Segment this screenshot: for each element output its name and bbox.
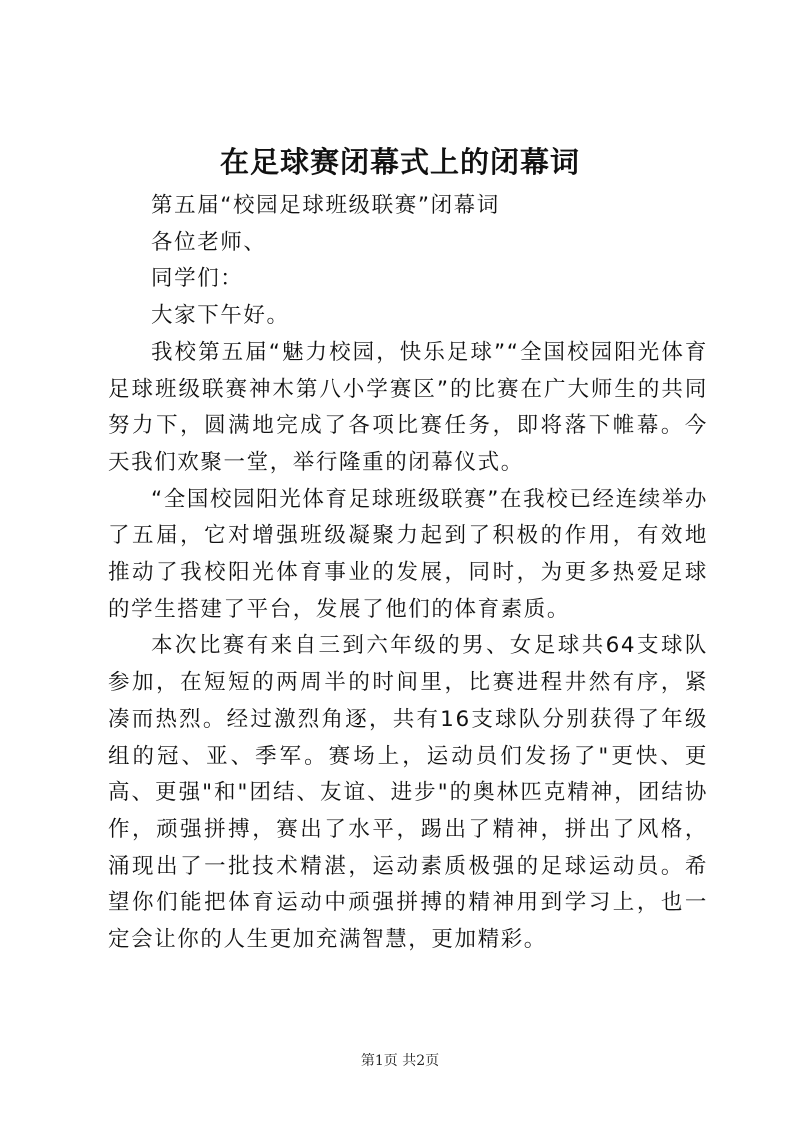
salutation-students: 同学们： xyxy=(151,266,244,292)
document-body xyxy=(108,188,708,959)
page-number: 第1页 共2页 xyxy=(360,1053,440,1069)
greeting: 大家下午好。 xyxy=(151,303,290,329)
salutation-teachers: 各位老师、 xyxy=(151,229,267,255)
paragraph-results: 本次比赛有来自三到六年级的男、女足球共64支球队参加，在短短的两周半的时间里，比赛进程井然有序，紧凑而热烈。经过激烈角逐，共有16支球队分别获得了年级组的冠、亚、季军。赛场上，运动员们发扬了"更快、更高、更强"和"团结、友谊、进步"的奥林匹克精神，团结协作，顽强拼搏，赛出了水平，踢出了精神，拼出了风格，涌现出了一批技术精湛，运动素质极强的足球运动员。希望你们能把体育运动中顽强拼搏的精神用到学习上，也一定会让你的人生更加充满智慧，更加精彩。 xyxy=(108,633,708,953)
subtitle-line: 第五届“校园足球班级联赛”闭幕词 xyxy=(151,193,500,218)
paragraph-intro: 我校第五届“魅力校园，快乐足球”“全国校园阳光体育足球班级联赛神木第八小学赛区”的比赛在广大师生的共同努力下，圆满地完成了各项比赛任务，即将落下帷幕。今天我们欢聚一堂，举行隆重的闭幕仪式。 xyxy=(108,339,708,475)
document-title: 在足球赛闭幕式上的闭幕词 xyxy=(219,145,580,179)
paragraph-history: “全国校园阳光体育足球班级联赛”在我校已经连续举办了五届，它对增强班级凝聚力起到了积极的作用，有效地推动了我校阳光体育事业的发展，同时，为更多热爱足球的学生搭建了平台，发展了他们的体育素质。 xyxy=(108,486,708,622)
